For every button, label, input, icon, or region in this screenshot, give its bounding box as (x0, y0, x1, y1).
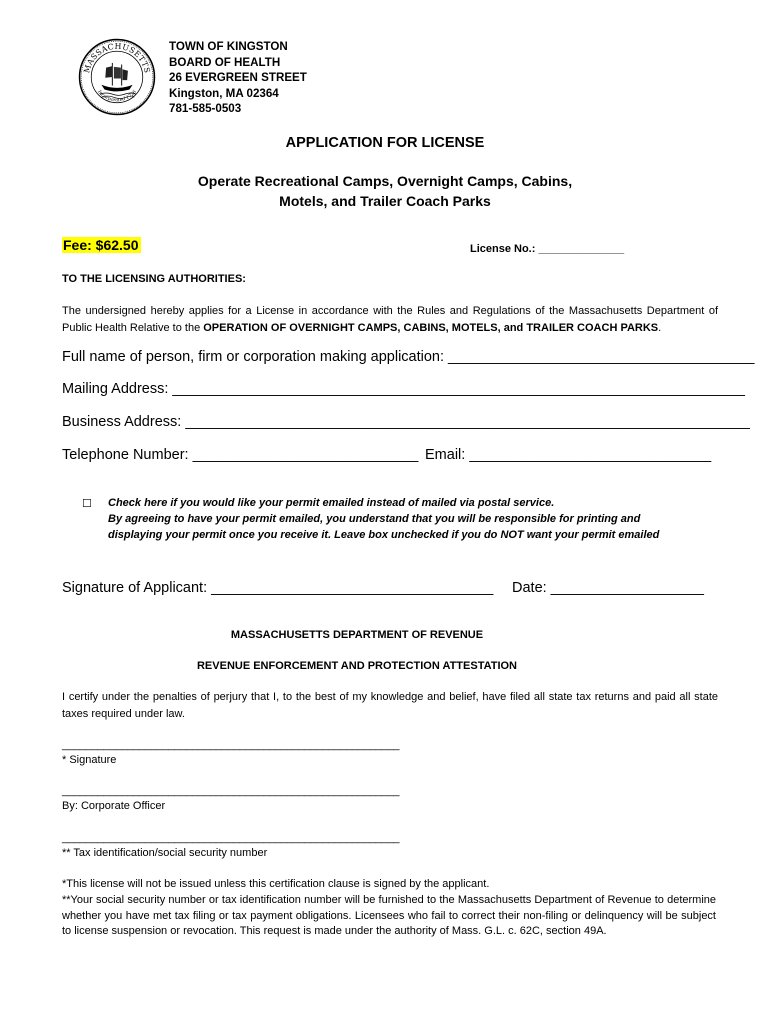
statement-text: The undersigned hereby applies for a License in accordance with the Rules and Regulations of the Massachusetts Department of Public Health Relative to the (62, 305, 718, 334)
city-state-zip: Kingston, MA 02364 (169, 86, 279, 100)
email-permit-note (108, 496, 659, 543)
email-permit-checkbox[interactable]: ☐ (82, 498, 92, 510)
board-name: BOARD OF HEALTH (169, 55, 281, 69)
mailing-address-field[interactable]: Mailing Address: _______________________________________________________________________ (62, 381, 745, 397)
telephone-field[interactable]: Telephone Number: ____________________________ (62, 447, 419, 463)
svg-text:MASSACHUSETTS: MASSACHUSETTS (82, 41, 152, 75)
form-title: APPLICATION FOR LICENSE (285, 135, 485, 151)
statement-end: . (658, 322, 662, 334)
date-field[interactable]: Date: ___________________ (512, 580, 704, 596)
tax-signature-label: * Signature (62, 754, 117, 766)
tax-signature-line[interactable]: _________________________________________________________ (62, 739, 400, 751)
corporate-officer-label: By: Corporate Officer (62, 800, 166, 812)
tax-id-label: ** Tax identification/social security number (62, 847, 268, 859)
street-address: 26 EVERGREEN STREET (169, 71, 307, 85)
certification-statement: I certify under the penalties of perjury that I, to the best of my knowledge and belief, have filed all state tax returns and paid all state taxes required under law. (62, 691, 718, 720)
email-note-line-2: By agreeing to have your permit emailed, you understand that you will be responsible for printing and (108, 512, 641, 525)
board-address-block (169, 39, 307, 117)
footnote-2: **Your social security number or tax identification number will be furnished to the Massachusetts Department of Revenue to determine whether you have met tax filing or tax payment obligations. Licensees who fail to correct their non-filing or delinquency will be subject to license suspension or revocation. This request is made under the authority of Mass. G.L. c. 62C, section 49A. (62, 893, 716, 938)
phone-number: 781-585-0503 (169, 102, 242, 116)
form-subtitle (0, 171, 770, 211)
footnote-1: *This license will not be issued unless this certification clause is signed by the applicant. (62, 878, 490, 890)
license-number-field[interactable]: License No.: ______________ (470, 243, 625, 255)
email-field[interactable]: Email: ______________________________ (425, 447, 712, 463)
subtitle-line-2: Motels, and Trailer Coach Parks (279, 193, 491, 209)
svg-text:Incorporated 1726: Incorporated 1726 (96, 89, 138, 104)
fee-highlight: Fee: $62.50 (63, 237, 139, 253)
full-name-field[interactable]: Full name of person, firm or corporation making application: ______________________________________ (62, 349, 755, 365)
application-statement (62, 303, 718, 337)
footnotes (62, 877, 716, 940)
subtitle-line-1: Operate Recreational Camps, Overnight Camps, Cabins, (197, 173, 573, 189)
business-address-field[interactable]: Business Address: ______________________________________________________________________ (62, 414, 750, 430)
statement-bold-text: OPERATION OF OVERNIGHT CAMPS, CABINS, MOTELS, and TRAILER COACH PARKS (203, 322, 659, 334)
tax-id-line[interactable]: _________________________________________________________ (62, 832, 400, 844)
dor-heading: MASSACHUSETTS DEPARTMENT OF REVENUE (230, 629, 484, 641)
email-note-line-1: Check here if you would like your permit emailed instead of mailed via postal service. (108, 497, 555, 509)
town-name: TOWN OF KINGSTON (169, 40, 288, 53)
corporate-officer-line[interactable]: _________________________________________________________ (62, 785, 400, 797)
town-seal-image (78, 38, 156, 116)
addressee-heading: TO THE LICENSING AUTHORITIES: (62, 273, 246, 285)
applicant-signature-field[interactable]: Signature of Applicant: ___________________________________ (62, 580, 494, 596)
email-note-line-3: displaying your permit once you receive it. Leave box unchecked if you do NOT want your permit emailed (108, 528, 660, 541)
attestation-heading: REVENUE ENFORCEMENT AND PROTECTION ATTESTATION (196, 660, 518, 672)
